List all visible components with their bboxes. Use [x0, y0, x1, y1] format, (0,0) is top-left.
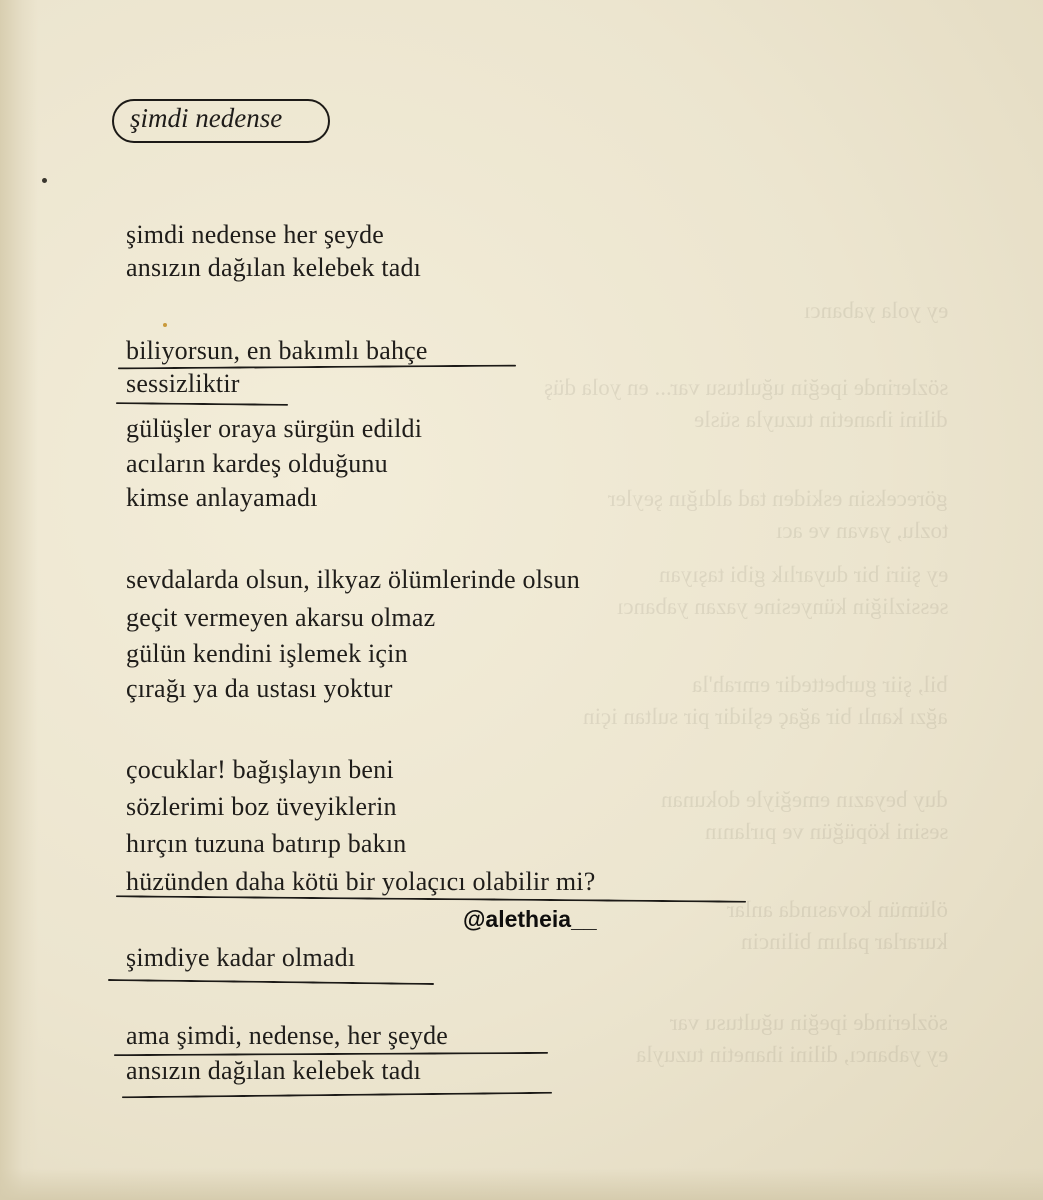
show-through-line: ağzı kanlı bir ağaç eşlidir pir sultan için	[583, 704, 948, 729]
show-through-line: sessizliğin künyesine yazan yabancı	[616, 594, 948, 619]
paper-speck	[42, 178, 47, 183]
poem-line: hüzünden daha kötü bir yolaçıcı olabilir mi?	[126, 867, 596, 896]
page-bottom-edge	[0, 1168, 1043, 1200]
page-gutter-shadow	[0, 0, 38, 1200]
show-through-line: bil, şiir gurbettedir emrah'la	[692, 672, 948, 697]
poem-line: ansızın dağılan kelebek tadı	[126, 1056, 422, 1085]
poem-line: geçit vermeyen akarsu olmaz	[126, 603, 436, 632]
watermark-handle: @aletheia__	[463, 906, 597, 932]
poem-line: hırçın tuzuna batırıp bakın	[126, 829, 407, 858]
poem-line: şimdi nedense her şeyde	[126, 220, 385, 249]
poem-line: çocuklar! bağışlayın beni	[126, 755, 394, 784]
pen-underline	[122, 1092, 552, 1099]
paper-speck	[163, 323, 167, 327]
poem-line: gülüşler oraya sürgün edildi	[126, 414, 423, 443]
show-through-line: duy beyazın emeğiyle dokunan	[661, 787, 948, 812]
show-through-line: sesini köpüğün ve pırlanın	[704, 819, 948, 844]
poem-title: şimdi nedense	[130, 103, 283, 133]
show-through-line: sözlerinde ipeğin uğultusu var	[670, 1010, 948, 1035]
show-through-line: dilini ihanetin tuzuyla süsle	[694, 407, 948, 432]
show-through-line: kurarlar palım bilincin	[741, 929, 948, 954]
poem-line: biliyorsun, en bakımlı bahçe	[126, 336, 428, 365]
poem-line: sevdalarda olsun, ilkyaz ölümlerinde olsun	[126, 565, 580, 594]
poem-line: gülün kendini işlemek için	[126, 639, 408, 668]
poem-line: sessizliktir	[126, 369, 240, 398]
show-through-line: ey şiiri bir duyarlık gibi taşıyan	[658, 562, 948, 587]
poem-line: acıların kardeş olduğunu	[126, 449, 388, 478]
show-through-line: tozlu, yavan ve acı	[775, 518, 948, 543]
pen-underline	[108, 979, 434, 985]
show-through-line: ey yabancı, dilini ihanetin tuzuyla	[635, 1042, 948, 1067]
show-through-line: ey yola yabancı	[803, 298, 948, 323]
poem-line: kimse anlayamadı	[126, 483, 318, 512]
poem-line: ama şimdi, nedense, her şeyde	[126, 1021, 449, 1050]
show-through-line: ölümün kovasında anlar	[726, 897, 948, 922]
poem-line: ansızın dağılan kelebek tadı	[126, 253, 422, 282]
pen-underline	[116, 402, 288, 406]
show-through-line: göreceksin eskiden tad aldığın şeyler	[608, 486, 948, 511]
poem-line: sözlerimi boz üveyiklerin	[126, 792, 397, 821]
poem-line: şimdiye kadar olmadı	[126, 943, 356, 972]
show-through-line: sözlerinde ipeğin uğultusu var... en yola düş	[543, 375, 948, 400]
poem-line: çırağı ya da ustası yoktur	[126, 674, 393, 703]
